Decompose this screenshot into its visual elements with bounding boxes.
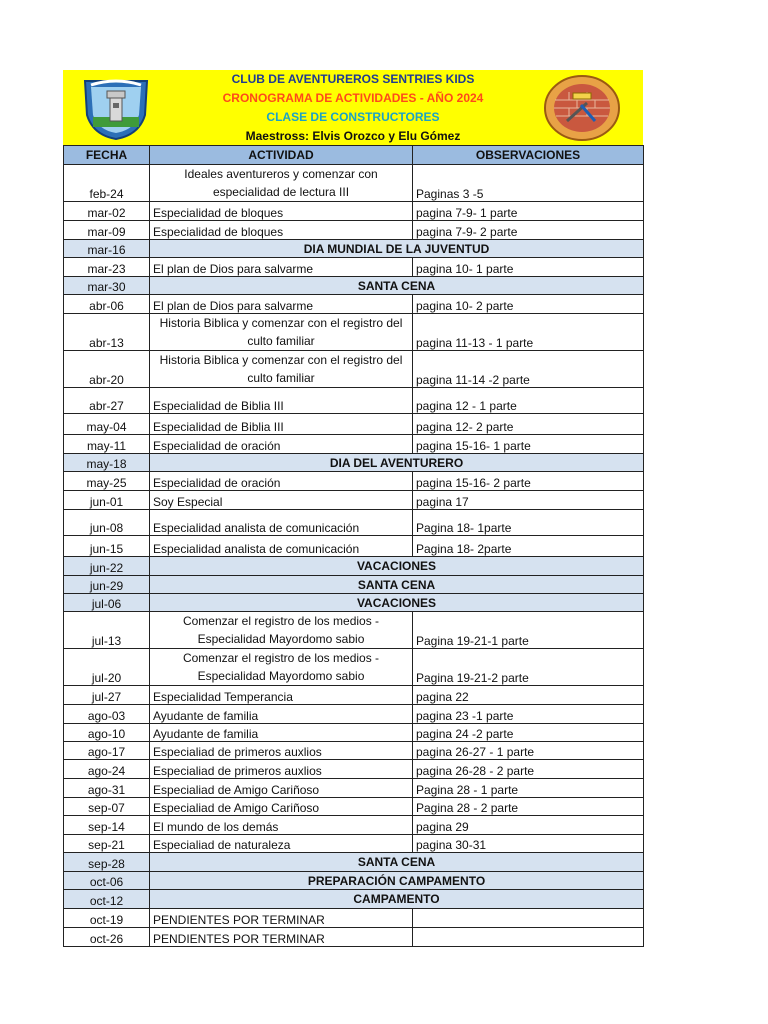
- row-date: oct-19: [64, 909, 150, 928]
- row-date: jul-06: [64, 594, 150, 612]
- row-notes: pagina 22: [413, 686, 644, 705]
- row-date: abr-20: [64, 351, 150, 388]
- row-event: VACACIONES: [150, 594, 644, 612]
- row-notes: pagina 29: [413, 816, 644, 835]
- row-date: ago-17: [64, 742, 150, 760]
- club-title: CLUB DE AVENTUREROS SENTRIES KIDS: [231, 72, 475, 86]
- table-row: [64, 890, 644, 909]
- row-activity: Especialidad de bloques: [150, 221, 413, 240]
- row-notes: pagina 26-28 - 2 parte: [413, 760, 644, 779]
- table-row: [64, 435, 644, 454]
- row-notes: [413, 928, 644, 947]
- table-row: [64, 240, 644, 258]
- row-activity: El plan de Dios para salvarme: [150, 258, 413, 277]
- row-notes: [413, 909, 644, 928]
- table-row: [64, 557, 644, 576]
- row-activity: Ayudante de familia: [150, 724, 413, 742]
- row-date: sep-14: [64, 816, 150, 835]
- row-date: jul-20: [64, 649, 150, 686]
- table-row: [64, 277, 644, 295]
- table-row: [64, 454, 644, 472]
- row-notes: pagina 7-9- 1 parte: [413, 202, 644, 221]
- constructores-badge-icon: [543, 73, 621, 143]
- row-notes: pagina 11-13 - 1 parte: [413, 314, 644, 351]
- table-row: [64, 510, 644, 536]
- table-row: [64, 853, 644, 872]
- table-row: [64, 202, 644, 221]
- row-date: may-25: [64, 472, 150, 491]
- table-row: [64, 414, 644, 435]
- row-date: mar-02: [64, 202, 150, 221]
- row-date: oct-06: [64, 872, 150, 890]
- row-date: may-18: [64, 454, 150, 472]
- row-notes: Paginas 3 -5: [413, 165, 644, 202]
- column-header-date: FECHA: [64, 146, 150, 165]
- row-date: jul-13: [64, 612, 150, 649]
- table-row: [64, 295, 644, 314]
- row-date: jul-27: [64, 686, 150, 705]
- row-event: SANTA CENA: [150, 576, 644, 594]
- table-row: [64, 314, 644, 351]
- row-event: PREPARACIÓN CAMPAMENTO: [150, 872, 644, 890]
- row-date: mar-23: [64, 258, 150, 277]
- row-date: feb-24: [64, 165, 150, 202]
- row-date: ago-31: [64, 779, 150, 798]
- row-activity: Comenzar el registro de los medios - Especialidad Mayordomo sabio: [150, 612, 413, 649]
- row-notes: pagina 12- 2 parte: [413, 414, 644, 435]
- schedule-title: CRONOGRAMA DE ACTIVIDADES - AÑO 2024: [222, 91, 484, 105]
- row-notes: Pagina 19-21-1 parte: [413, 612, 644, 649]
- row-notes: pagina 15-16- 2 parte: [413, 472, 644, 491]
- table-row: [64, 612, 644, 649]
- row-date: abr-27: [64, 388, 150, 414]
- row-date: abr-06: [64, 295, 150, 314]
- table-row: [64, 594, 644, 612]
- table-row: [64, 798, 644, 816]
- row-date: ago-24: [64, 760, 150, 779]
- row-notes: pagina 10- 2 parte: [413, 295, 644, 314]
- table-row: [64, 221, 644, 240]
- table-row: [64, 576, 644, 594]
- row-event: SANTA CENA: [150, 853, 644, 872]
- row-date: jun-01: [64, 491, 150, 510]
- row-date: ago-03: [64, 705, 150, 724]
- row-activity: PENDIENTES POR TERMINAR: [150, 928, 413, 947]
- row-activity: Especialidad de Biblia III: [150, 414, 413, 435]
- row-activity: PENDIENTES POR TERMINAR: [150, 909, 413, 928]
- row-date: sep-28: [64, 853, 150, 872]
- row-activity: Especialidad analista de comunicación: [150, 510, 413, 536]
- row-date: jun-15: [64, 536, 150, 557]
- row-activity: Especialiad de primeros auxlios: [150, 742, 413, 760]
- row-activity: Especialiad de Amigo Cariñoso: [150, 779, 413, 798]
- table-row: [64, 491, 644, 510]
- table-row: [64, 686, 644, 705]
- row-date: jun-29: [64, 576, 150, 594]
- sentries-kids-badge-icon: [79, 75, 153, 141]
- row-event: CAMPAMENTO: [150, 890, 644, 909]
- row-date: may-04: [64, 414, 150, 435]
- row-activity: El mundo de los demás: [150, 816, 413, 835]
- row-activity: Especialiad de naturaleza: [150, 835, 413, 853]
- class-title: CLASE DE CONSTRUCTORES: [266, 110, 440, 124]
- row-notes: pagina 17: [413, 491, 644, 510]
- row-date: sep-07: [64, 798, 150, 816]
- row-date: sep-21: [64, 835, 150, 853]
- row-notes: pagina 30-31: [413, 835, 644, 853]
- row-event: SANTA CENA: [150, 277, 644, 295]
- row-activity: Historia Biblica y comenzar con el registro del culto familiar: [150, 351, 413, 388]
- table-row: [64, 928, 644, 947]
- row-notes: Pagina 18- 2parte: [413, 536, 644, 557]
- row-activity: Especialidad de oración: [150, 435, 413, 454]
- table-header-row: [64, 146, 644, 165]
- table-row: [64, 705, 644, 724]
- table-row: [64, 724, 644, 742]
- schedule-sheet: [63, 70, 643, 947]
- row-date: may-11: [64, 435, 150, 454]
- row-notes: pagina 12 - 1 parte: [413, 388, 644, 414]
- row-activity: Especialiad de primeros auxlios: [150, 760, 413, 779]
- row-activity: Especialidad de oración: [150, 472, 413, 491]
- column-header-activity: ACTIVIDAD: [150, 146, 413, 165]
- row-date: jun-22: [64, 557, 150, 576]
- column-header-notes: OBSERVACIONES: [413, 146, 644, 165]
- row-notes: Pagina 18- 1parte: [413, 510, 644, 536]
- row-notes: Pagina 28 - 2 parte: [413, 798, 644, 816]
- row-activity: Especialiad de Amigo Cariñoso: [150, 798, 413, 816]
- row-date: ago-10: [64, 724, 150, 742]
- row-date: oct-26: [64, 928, 150, 947]
- row-date: jun-08: [64, 510, 150, 536]
- table-row: [64, 472, 644, 491]
- row-activity: Soy Especial: [150, 491, 413, 510]
- row-activity: Especialidad de bloques: [150, 202, 413, 221]
- row-notes: pagina 26-27 - 1 parte: [413, 742, 644, 760]
- row-activity: Especialidad de Biblia III: [150, 388, 413, 414]
- table-row: [64, 872, 644, 890]
- table-row: [64, 742, 644, 760]
- row-event: DIA DEL AVENTURERO: [150, 454, 644, 472]
- table-row: [64, 351, 644, 388]
- row-activity: Comenzar el registro de los medios - Especialidad Mayordomo sabio: [150, 649, 413, 686]
- row-date: oct-12: [64, 890, 150, 909]
- table-row: [64, 760, 644, 779]
- teachers-line: Maestross: Elvis Orozco y Elu Gómez: [245, 129, 461, 143]
- row-notes: pagina 7-9- 2 parte: [413, 221, 644, 240]
- row-activity: Especialidad Temperancia: [150, 686, 413, 705]
- table-row: [64, 649, 644, 686]
- row-notes: pagina 23 -1 parte: [413, 705, 644, 724]
- row-activity: Ayudante de familia: [150, 705, 413, 724]
- row-notes: pagina 24 -2 parte: [413, 724, 644, 742]
- row-activity: Historia Biblica y comenzar con el registro del culto familiar: [150, 314, 413, 351]
- table-row: [64, 909, 644, 928]
- row-date: abr-13: [64, 314, 150, 351]
- row-notes: pagina 15-16- 1 parte: [413, 435, 644, 454]
- table-row: [64, 165, 644, 202]
- table-row: [64, 779, 644, 798]
- row-date: mar-16: [64, 240, 150, 258]
- table-row: [64, 258, 644, 277]
- table-row: [64, 835, 644, 853]
- sheet-header: [63, 70, 643, 145]
- row-event: VACACIONES: [150, 557, 644, 576]
- row-activity: Ideales aventureros y comenzar con especialidad de lectura III: [150, 165, 413, 202]
- table-row: [64, 816, 644, 835]
- row-activity: Especialidad analista de comunicación: [150, 536, 413, 557]
- row-activity: El plan de Dios para salvarme: [150, 295, 413, 314]
- row-notes: Pagina 19-21-2 parte: [413, 649, 644, 686]
- row-notes: Pagina 28 - 1 parte: [413, 779, 644, 798]
- row-date: mar-09: [64, 221, 150, 240]
- table-row: [64, 388, 644, 414]
- row-date: mar-30: [64, 277, 150, 295]
- row-notes: pagina 11-14 -2 parte: [413, 351, 644, 388]
- row-event: DIA MUNDIAL DE LA JUVENTUD: [150, 240, 644, 258]
- row-notes: pagina 10- 1 parte: [413, 258, 644, 277]
- schedule-table: [63, 145, 644, 947]
- table-row: [64, 536, 644, 557]
